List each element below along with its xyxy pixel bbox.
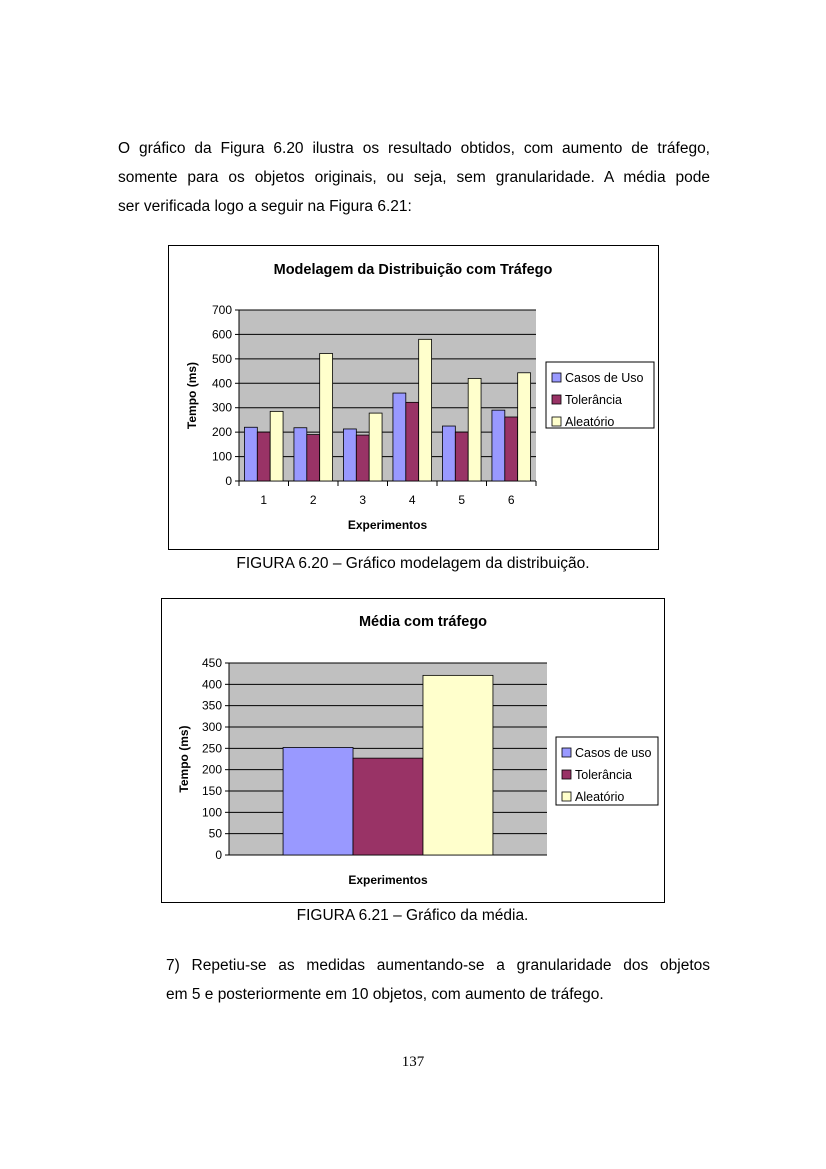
step-7-line-2: em 5 e posteriormente em 10 objetos, com aumento de tráfego.	[166, 986, 604, 1003]
chart-620-bar	[442, 426, 455, 481]
intro-line-3: ser verificada logo a seguir na Figura 6.21:	[118, 198, 412, 215]
chart-621-y-tick-label: 450	[201, 656, 222, 670]
chart-620-x-tick-label: 6	[507, 493, 515, 507]
chart-621-legend-label: Aleatório	[575, 790, 625, 804]
step-7-paragraph	[166, 951, 710, 1009]
figure-6-21-chart	[161, 598, 665, 903]
chart-620-bar	[257, 432, 270, 481]
page-number: 137	[401, 1054, 425, 1070]
chart-620-bar	[419, 339, 432, 481]
chart-620-y-tick-label: 200	[211, 425, 232, 440]
chart-620-legend-swatch	[552, 373, 561, 382]
chart-620-x-tick-label: 4	[408, 493, 416, 507]
chart-621-y-tick-label: 100	[201, 805, 222, 820]
intro-paragraph	[118, 134, 710, 221]
chart-620-bar	[468, 378, 481, 481]
chart-621-bar	[353, 758, 423, 855]
chart-620-bar	[492, 410, 505, 481]
chart-620-svg	[169, 246, 658, 549]
chart-620-bar	[369, 413, 382, 481]
chart-621-y-axis-title: Tempo (ms)	[177, 725, 191, 793]
chart-620-bar	[406, 402, 419, 481]
chart-620-bar	[294, 428, 307, 481]
chart-620-bar	[320, 353, 333, 481]
chart-620-x-tick-label: 2	[309, 493, 317, 507]
chart-621-x-axis-title: Experimentos	[348, 873, 428, 887]
chart-620-legend-swatch	[552, 417, 561, 426]
step-7-line-1: 7) Repetiu-se as medidas aumentando-se a granularidade dos objetos	[166, 957, 710, 974]
chart-620-bar	[356, 435, 369, 481]
chart-620-bar	[307, 435, 320, 481]
figure-6-20-caption: FIGURA 6.20 – Gráfico modelagem da distribuição.	[236, 555, 590, 572]
chart-620-x-tick-label: 5	[458, 493, 466, 507]
chart-620-bar	[393, 393, 406, 481]
intro-line-2: somente para os objetos originais, ou seja, sem granularidade. A média pode	[118, 169, 710, 186]
chart-621-y-tick-label: 250	[201, 741, 222, 756]
chart-620-y-tick-label: 300	[211, 400, 232, 415]
chart-620-y-tick-label: 100	[211, 449, 232, 464]
chart-621-y-tick-label: 350	[201, 698, 222, 713]
chart-621-title: Média com tráfego	[358, 614, 488, 630]
chart-620-legend-label: Casos de Uso	[565, 371, 644, 385]
chart-621-bar	[283, 747, 353, 855]
chart-620-x-tick-label: 1	[260, 493, 268, 507]
chart-620-x-axis-title: Experimentos	[347, 518, 428, 532]
chart-620-legend-label: Aleatório	[565, 415, 615, 429]
chart-621-legend-label: Tolerância	[575, 768, 632, 782]
chart-620-bar	[270, 411, 283, 481]
figure-6-21-caption: FIGURA 6.21 – Gráfico da média.	[296, 907, 529, 924]
chart-620-bar	[518, 373, 531, 481]
chart-620-legend-label: Tolerância	[565, 393, 622, 407]
chart-620-y-tick-label: 0	[225, 474, 232, 488]
chart-620-y-tick-label: 600	[211, 327, 232, 342]
chart-621-legend-swatch	[562, 770, 571, 779]
chart-621-y-tick-label: 200	[201, 762, 222, 777]
chart-621-legend-swatch	[562, 792, 571, 801]
figure-6-20-chart	[168, 245, 659, 550]
chart-621-y-tick-label: 0	[215, 848, 222, 862]
chart-620-y-tick-label: 700	[211, 303, 232, 317]
chart-621-legend-swatch	[562, 748, 571, 757]
chart-620-bar	[343, 429, 356, 481]
chart-620-title: Modelagem da Distribuição com Tráfego	[273, 262, 553, 278]
chart-621-bar	[423, 675, 493, 855]
chart-620-y-axis-title: Tempo (ms)	[185, 361, 199, 430]
chart-621-y-tick-label: 300	[201, 720, 222, 734]
chart-620-legend-swatch	[552, 395, 561, 404]
chart-620-bar	[244, 427, 257, 481]
chart-620-x-tick-label: 3	[359, 493, 367, 507]
chart-621-y-tick-label: 150	[201, 784, 222, 798]
intro-line-1: O gráfico da Figura 6.20 ilustra os resultado obtidos, com aumento de tráfego,	[118, 140, 710, 157]
chart-621-legend-label: Casos de uso	[575, 746, 652, 760]
chart-621-y-tick-label: 50	[208, 826, 222, 841]
chart-621-y-tick-label: 400	[201, 677, 222, 692]
chart-621-svg	[162, 599, 664, 902]
chart-620-bar	[455, 432, 468, 481]
chart-620-y-tick-label: 400	[211, 376, 232, 391]
chart-620-y-tick-label: 500	[211, 351, 232, 366]
chart-620-plot-area	[239, 310, 536, 481]
chart-620-bar	[505, 417, 518, 481]
